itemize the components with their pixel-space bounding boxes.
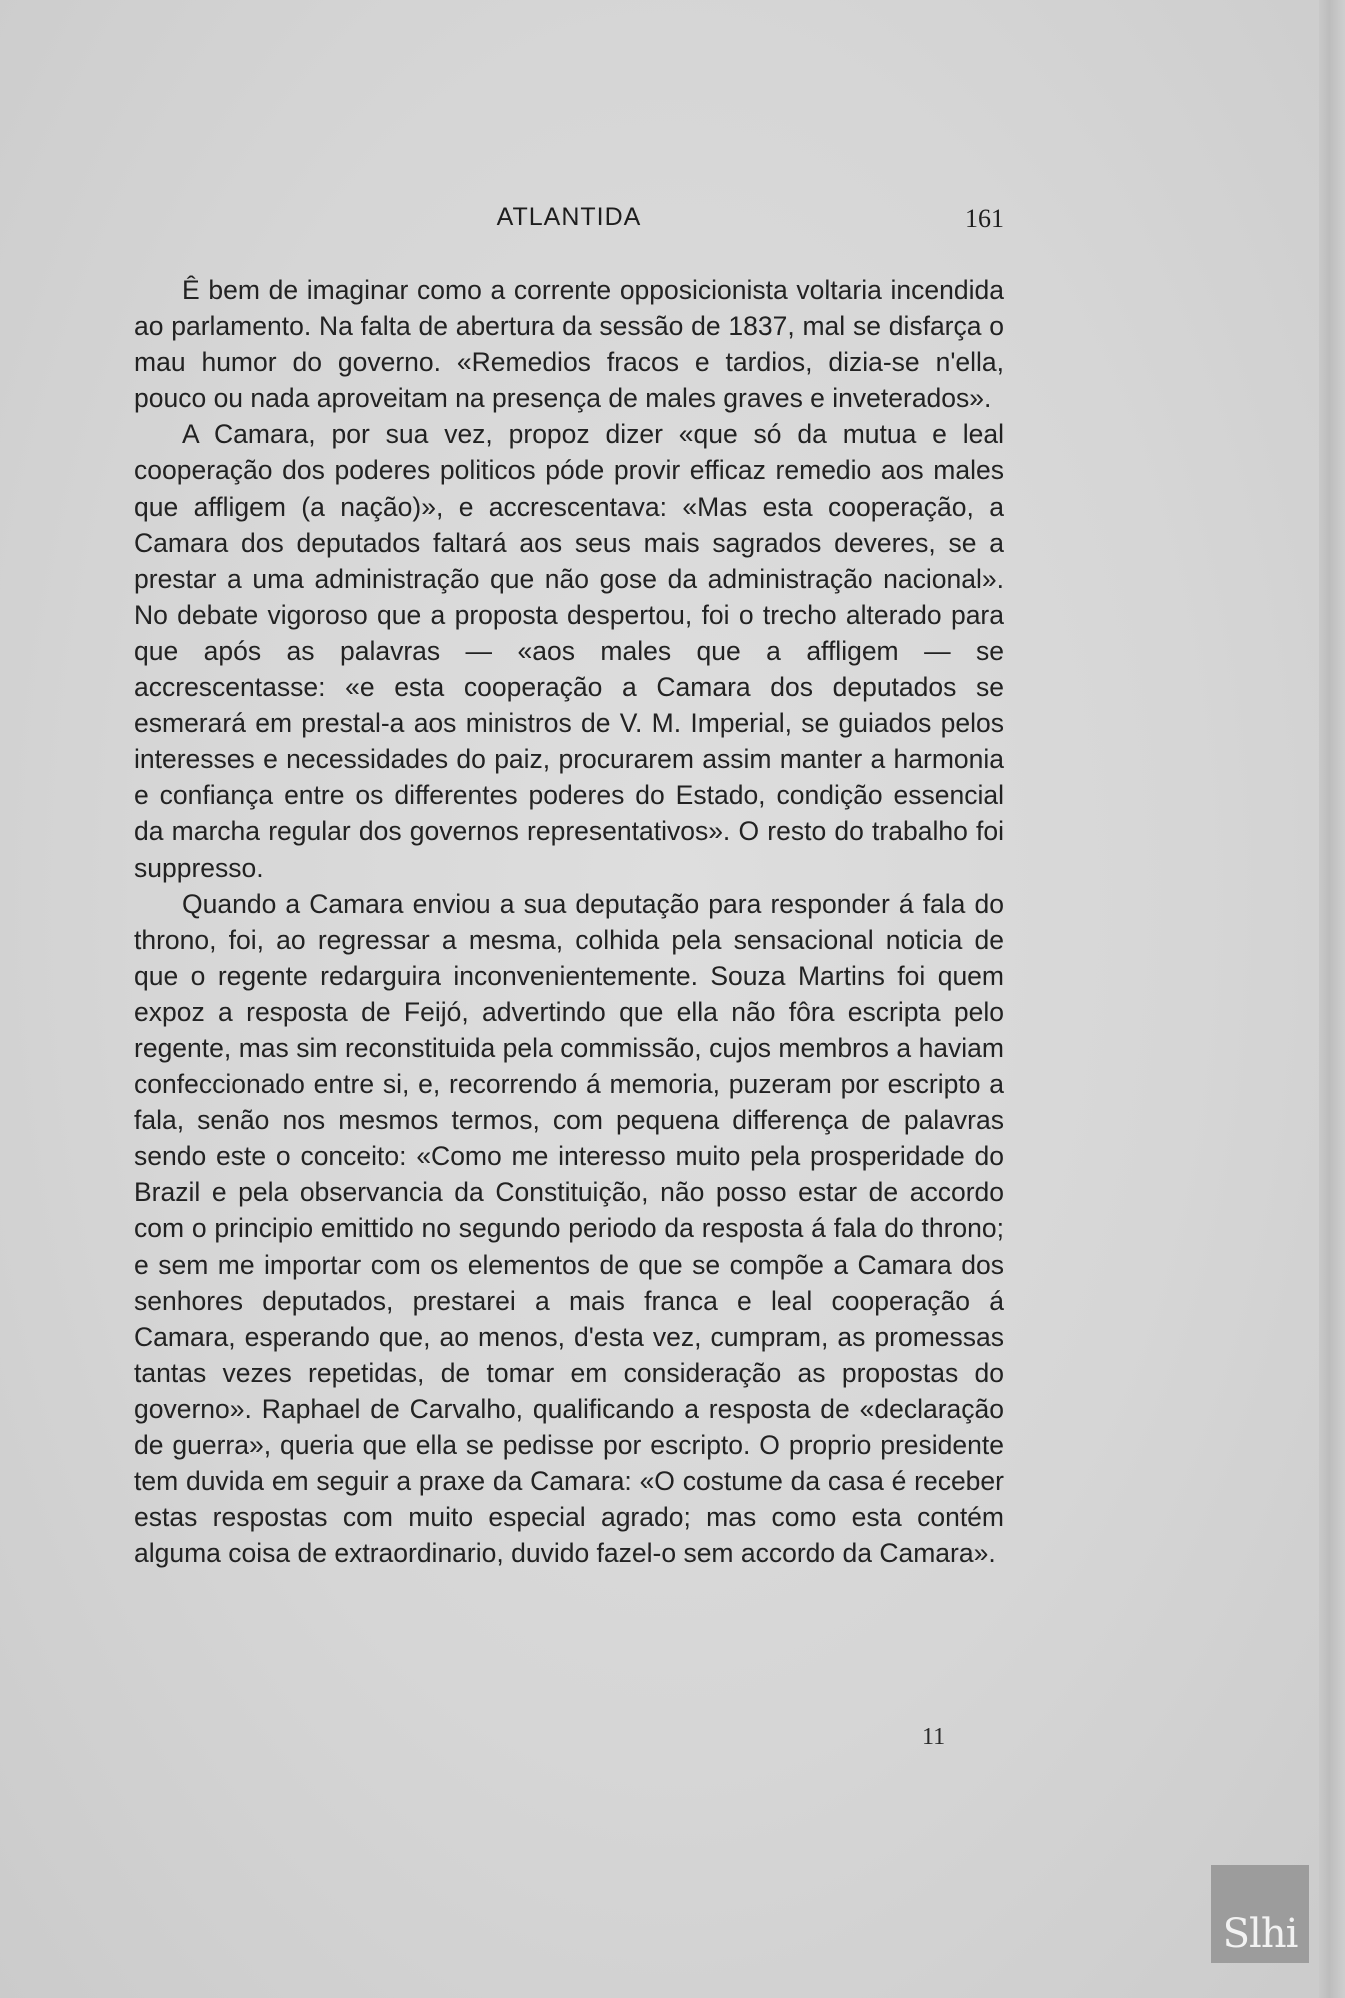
paragraph: Quando a Camara enviou a sua deputação para responder á fala do throno, foi, ao regressar a mesma, colhida pela sensacional noticia de que o regente redarguira inconvenientemente. Souza Martins foi quem expoz a resposta de Feijó, advertindo que ella não fôra escripta pelo regente, mas sim reconstituida pela commissão, cujos membros a haviam confeccionado entre si, e, recorrendo á memoria, puzeram por escripto a fala, senão nos mesmos termos, com pequena differença de palavras sendo este o conceito: «Como me interesso muito pela prosperidade do Brazil e pela observancia da Constituição, não posso estar de accordo com o principio emittido no segundo periodo da resposta á fala do throno; e sem me importar com os elementos de que se compõe a Camara dos senhores deputados, prestarei a mais franca e leal cooperação á Camara, esperando que, ao menos, d'esta vez, cumpram, as promessas tantas vezes repetidas, de tomar em consideração as propostas do governo». Raphael de Carvalho, qualificando a resposta de «declaração de guerra», queria que ella se pedisse por escripto. O proprio presidente tem duvida em seguir a praxe da Camara: «O costume da casa é receber estas respostas com muito especial agrado; mas como esta contém alguma coisa de extraordinario, duvido fazel-o sem accordo da Camara». <box>134 888 1004 1569</box>
page-header <box>134 203 1004 239</box>
paragraph: A Camara, por sua vez, propoz dizer «que só da mutua e leal cooperação dos poderes politicos póde provir efficaz remedio aos males que affligem (a nação)», e accrescentava: «Mas esta cooperação, a Camara dos deputados faltará aos seus mais sagrados deveres, se a prestar a uma administração que não gose da administração nacional». No debate vigoroso que a proposta despertou, foi o trecho alterado para que após as palavras — «aos males que a affligem — se accrescentasse: «e esta cooperação a Camara dos deputados se esmerará em prestal-a aos ministros de V. M. Imperial, se guiados pelos interesses e necessidades do paiz, procurarem assim manter a harmonia e confiança entre os differentes poderes do Estado, condição essencial da marcha regular dos governos representativos». O resto do trabalho foi suppresso. <box>134 419 1004 883</box>
library-logo-watermark <box>1211 1865 1309 1963</box>
logo-text: Slhi <box>1222 1911 1298 1957</box>
page-edge-shadow <box>1319 0 1345 1998</box>
signature-mark: 11 <box>922 1724 946 1750</box>
page-number: 161 <box>965 204 1004 233</box>
running-title: ATLANTIDA <box>496 203 642 231</box>
paragraph: Ê bem de imaginar como a corrente opposicionista voltaria incendida ao parlamento. Na falta de abertura da sessão de 1837, mal se disfarça o mau humor do governo. «Remedios fracos e tardios, dizia-se n'ella, pouco ou nada aproveitam na presença de males graves e inveterados». <box>134 275 1004 414</box>
body-text <box>134 272 1004 1571</box>
